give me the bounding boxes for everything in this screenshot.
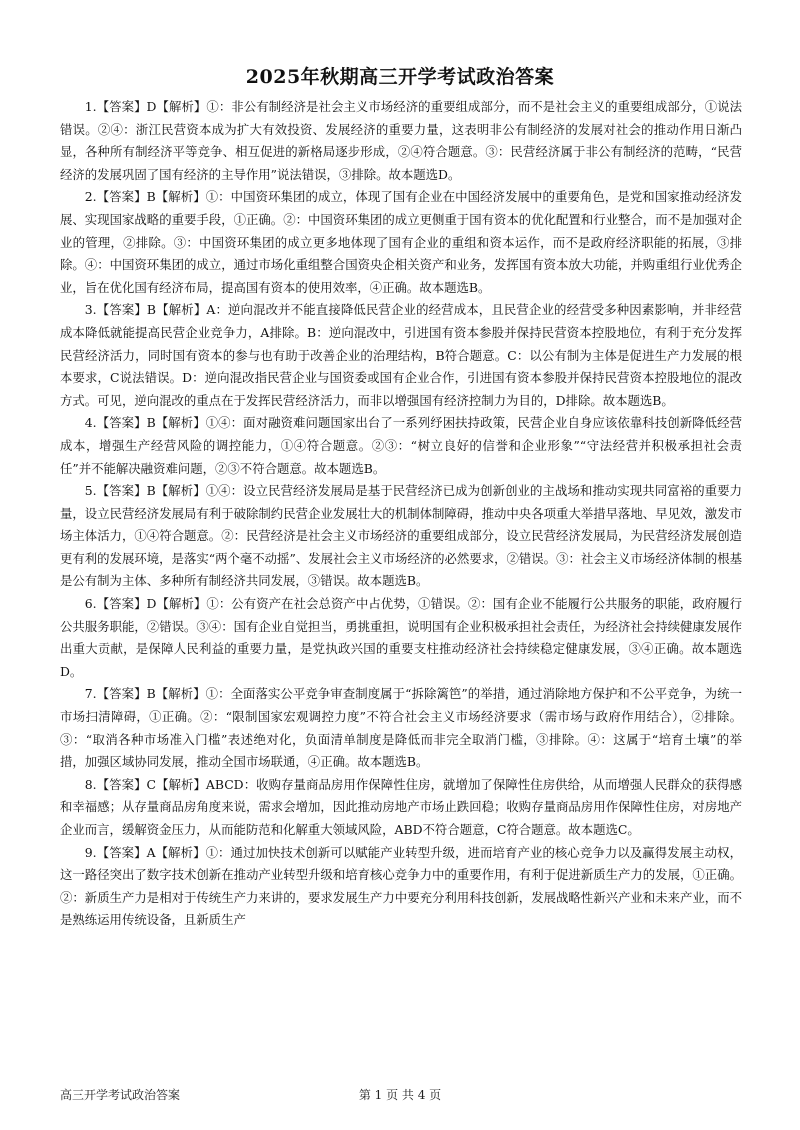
item-number: 7. <box>84 686 97 702</box>
item-answer: 【答案】B <box>96 302 157 318</box>
item-answer: 【答案】B <box>96 483 156 499</box>
item-analysis: 【解析】①：公有资产在社会总资产中占优势，①错误。②：国有企业不能履行公共服务的职能，政府履行公共服务职能，②错误。③④：国有企业自觉担当，勇挑重担，说明国有企业积极承担社会责任，为经济社会持续健康发展作出重大贡献，是保障人民利益的重要力量，是党执政兴国的重要支柱推动经济社会持续稳定健康发展，③④正确。故本题选D。 <box>60 596 743 679</box>
answer-item-3 <box>60 299 742 412</box>
page-number: 第 1 页 共 4 页 <box>358 1088 442 1102</box>
item-number: 3. <box>84 302 97 318</box>
answer-item-7 <box>60 683 742 773</box>
item-analysis: 【解析】①④：设立民营经济发展局是基于民营经济已成为创新创业的主战场和推动实现共同富裕的重要力量，设立民营经济发展局有利于破除制约民营企业发展壮大的机制体制障碍，推动中央各项重大举措早落地、早见效，激发市场主体活力，①④符合题意。②：民营经济是社会主义市场经济的重要组成部分，设立民营经济发展局，为民营经济发展创造更有利的发展环境，是落实“两个毫不动摇”、发展社会主义市场经济的必然要求，②错误。③：社会主义市场经济体制的根基是公有制为主体、多种所有制经济共同发展，③错误。故本题选B。 <box>60 483 743 589</box>
item-number: 8. <box>84 776 97 792</box>
footer-doc-name: 高三开学考试政治答案 <box>60 1088 181 1102</box>
item-number: 9. <box>84 844 97 860</box>
item-analysis: 【解析】①：中国资环集团的成立，体现了国有企业在中国经济发展中的重要角色，是党和国家推动经济发展、实现国家战略的重要手段，①正确。②：中国资环集团的成立更侧重于国有资本的优化配置和行业整合，而不是加强对企业的管理，②排除。③：中国资环集团的成立更多地体现了国有企业的重组和资本运作，而不是政府经济职能的拓展，③排除。④：中国资环集团的成立，通过市场化重组整合国资央企相关资产和业务，发挥国有资本放大功能，并购重组行业优秀企业，旨在优化国有经济布局，提高国有资本的使用效率，④正确。故本题选B。 <box>60 189 743 295</box>
item-analysis: 【解析】①：非公有制经济是社会主义市场经济的重要组成部分，而不是社会主义的重要组成部分，①说法错误。②④：浙江民营资本成为扩大有效投资、发展经济的重要力量，这表明非公有制经济的发展对社会的推动作用日渐凸显，各种所有制经济平等竞争、相互促进的新格局逐步形成，②④符合题意。③：民营经济属于非公有制经济的范畴，“民营经济的发展巩固了国有经济的主导作用”说法错误，③排除。故本题选D。 <box>60 99 743 182</box>
item-answer: 【答案】B <box>96 189 156 205</box>
item-answer: 【答案】A <box>96 844 156 860</box>
item-answer: 【答案】D <box>96 99 157 114</box>
item-analysis: 【解析】①：通过加快技术创新可以赋能产业转型升级，进而培育产业的核心竞争力以及赢得发展主动权，这一路径突出了数字技术创新在推动产业转型升级和培育核心竞争力中的重要作用，有利于促进新质生产力的发展，①正确。②：新质生产力是相对于传统生产力来讲的，要求发展生产力中要充分利用科技创新，发展战略性新兴产业和未来产业，而不是熟练运用传统设备，且新质生产 <box>60 844 743 928</box>
item-answer: 【答案】D <box>96 596 157 612</box>
item-analysis: 【解析】①④：面对融资难问题国家出台了一系列纾困扶持政策，民营企业自身应该依靠科技创新降低经营成本，增强生产经营风险的调控能力，①④符合题意。②③：“树立良好的信誉和企业形象”“守法经营并积极承担社会责任”并不能解决融资难问题，②③不符合题意。故本题选B。 <box>60 415 743 476</box>
item-answer: 【答案】C <box>96 776 157 792</box>
answer-item-9 <box>60 842 742 932</box>
item-number: 5. <box>84 483 97 499</box>
item-number: 4. <box>84 415 97 431</box>
answer-item-5 <box>60 480 742 593</box>
item-number: 1. <box>84 99 97 114</box>
item-analysis: 【解析】①：全面落实公平竞争审查制度属于“拆除篱笆”的举措，通过消除地方保护和不公平竞争，为统一市场扫清障碍，①正确。②：“限制国家宏观调控力度”不符合社会主义市场经济要求（需市场与政府作用结合），②排除。③：“取消各种市场准入门槛”表述绝对化，负面清单制度是降低而非完全取消门槛，③排除。④：这属于“培育土壤”的举措，加强区域协同发展，推动全国市场联通，④正确。故本题选B。 <box>60 686 743 770</box>
answer-item-8 <box>60 774 742 842</box>
item-analysis: 【解析】ABCD：收购存量商品房用作保障性住房，就增加了保障性住房供给，从而增强人民群众的获得感和幸福感；从存量商品房角度来说，需求会增加，因此推动房地产市场止跌回稳；收购存量商品房用作保障性住房，对房地产企业而言，缓解资金压力，从而能防范和化解重大领域风险，ABD不符合题意，C符合题意。故本题选C。 <box>60 776 742 837</box>
page-title: 2025年秋期高三开学考试政治答案 <box>245 66 555 88</box>
item-answer: 【答案】B <box>96 415 156 431</box>
item-number: 6. <box>84 596 97 612</box>
answer-item-2 <box>60 186 742 299</box>
item-number: 2. <box>84 189 97 205</box>
answer-item-6 <box>60 593 742 683</box>
item-answer: 【答案】B <box>96 686 156 702</box>
answer-item-4 <box>60 412 742 480</box>
item-analysis: 【解析】A：逆向混改并不能直接降低民营企业的经营成本，且民营企业的经营受多种因素影响，并非经营成本降低就能提高民营企业竞争力，A排除。B：逆向混改中，引进国有资本参股并保持民营资本控股地位，有利于充分发挥民营经济活力，同时国有资本的参与也有助于改善企业的治理结构，B符合题意。C：以公有制为主体是促进生产力发展的根本要求，C说法错误。D：逆向混改指民营企业与国资委或国有企业合作，引进国有资本参股并保持民营资本控股地位的混改方式。可见，逆向混改的重点在于发挥民营经济活力，而非以增强国有经济控制力为目的，D排除。故本题选B。 <box>60 302 742 408</box>
answer-item-1 <box>60 96 742 186</box>
answer-body <box>60 96 742 932</box>
